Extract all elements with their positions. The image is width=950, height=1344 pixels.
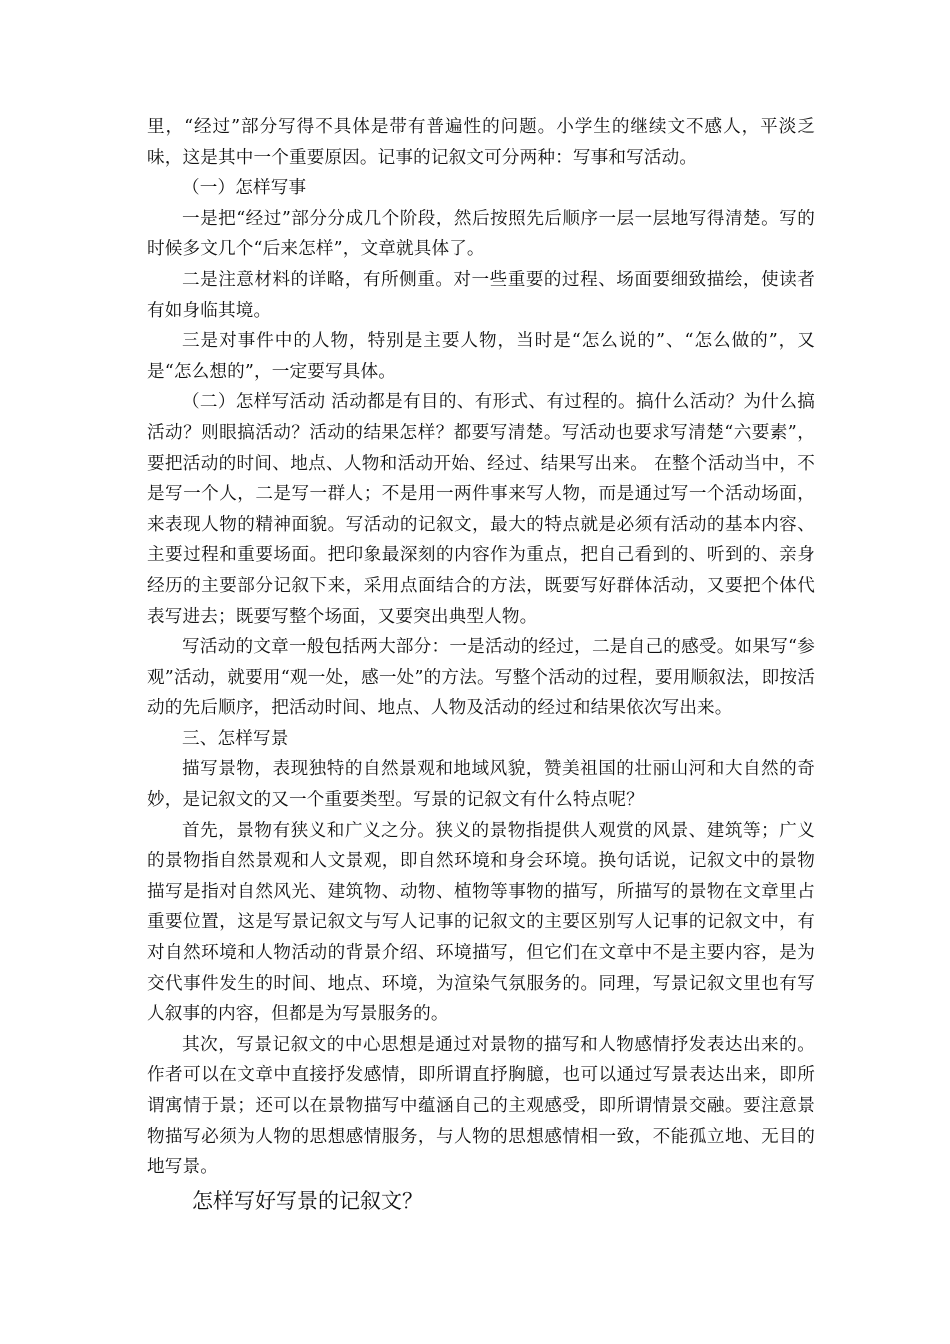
paragraph-point-three: 三是对事件中的人物，特别是主要人物，当时是“怎么说的”、“怎么做的”，又是“怎么想的”，一定要写具体。 <box>147 331 815 382</box>
paragraph-point-one: 一是把“经过”部分分成几个阶段，然后按照先后顺序一层一层地写得清楚。写的时候多文几个“后来怎样”，文章就具体了。 <box>147 208 815 260</box>
subheading-write-events: （一）怎样写事 <box>182 178 307 199</box>
paragraph-scenery-first: 首先，景物有狭义和广义之分。狭义的景物指提供人观赏的风景、建筑等；广义的景物指自然景观和人文景观，即自然环境和身会环境。换句话说，记叙文中的景物描写是指对自然风光、建筑物、动物、植物等事物的描写，所描写的景物在文章里占重要位置，这是写景记叙文与写人记事的记叙文的主要区别写人记事的记叙文中，有对自然环境和人物活动的背景介绍、环境描写，但它们在文章中不是主要内容，是为交代事件发生的时间、地点、环境，为渲染气氛服务的。同理，写景记叙文里也有写人叙事的内容，但都是为写景服务的。 <box>147 820 815 1025</box>
paragraph-point-two: 二是注意材料的详略，有所侧重。对一些重要的过程、场面要细致描绘，使读者有如身临其境。 <box>147 269 815 321</box>
paragraph-scenery-intro: 描写景物，表现独特的自然景观和地域风貌，赞美祖国的壮丽山河和大自然的奇妙，是记叙文的又一个重要类型。写景的记叙文有什么特点呢？ <box>147 759 815 811</box>
bottom-heading: 怎样写好写景的记叙文？ <box>192 1188 423 1213</box>
paragraph-scenery-second: 其次，写景记叙文的中心思想是通过对景物的描写和人物感情抒发表达出来的。作者可以在文章中直接抒发感情，即所谓直抒胸臆，也可以通过写景表达出来，即所谓寓情于景；还可以在景物描写中蕴涵自己的主观感受，即所谓情景交融。要注意景物描写必须为人物的思想感情服务，与人物的思想感情相一致，不能孤立地、无目的地写景。 <box>147 1034 815 1178</box>
paragraph-activity-parts: 写活动的文章一般包括两大部分：一是活动的经过，二是自己的感受。如果写“参观”活动，就要用“观一处，感一处”的方法。写整个活动的过程，要用顺叙法，即按活动的先后顺序，把活动时间、地点、人物及活动的经过和结果依次写出来。 <box>147 637 815 719</box>
heading-write-scenery: 三、怎样写景 <box>182 728 289 749</box>
document-page <box>147 112 815 1217</box>
paragraph-write-activities: （二）怎样写活动 活动都是有目的、有形式、有过程的。搞什么活动？为什么搞活动？则眼搞活动？活动的结果怎样？都要写清楚。写活动也要求写清楚“六要素”，要把活动的时间、地点、人物和活动开始、经过、结果写出来。 在整个活动当中，不是写一个人，二是写一群人；不是用一两件事来写人物，而是通过写一个活动场面，来表现人物的精神面貌。写活动的记叙文，最大的特点就是必须有活动的基本内容、主要过程和重要场面。把印象最深刻的内容作为重点，把自己看到的、听到的、亲身经历的主要部分记叙下来，采用点面结合的方法，既要写好群体活动，又要把个体代表写进去；既要写整个场面，又要突出典型人物。 <box>147 392 815 627</box>
paragraph-intro: 里，“经过”部分写得不具体是带有普遍性的问题。小学生的继续文不感人，平淡乏味，这是其中一个重要原因。记事的记叙文可分两种：写事和写活动。 <box>147 117 815 168</box>
